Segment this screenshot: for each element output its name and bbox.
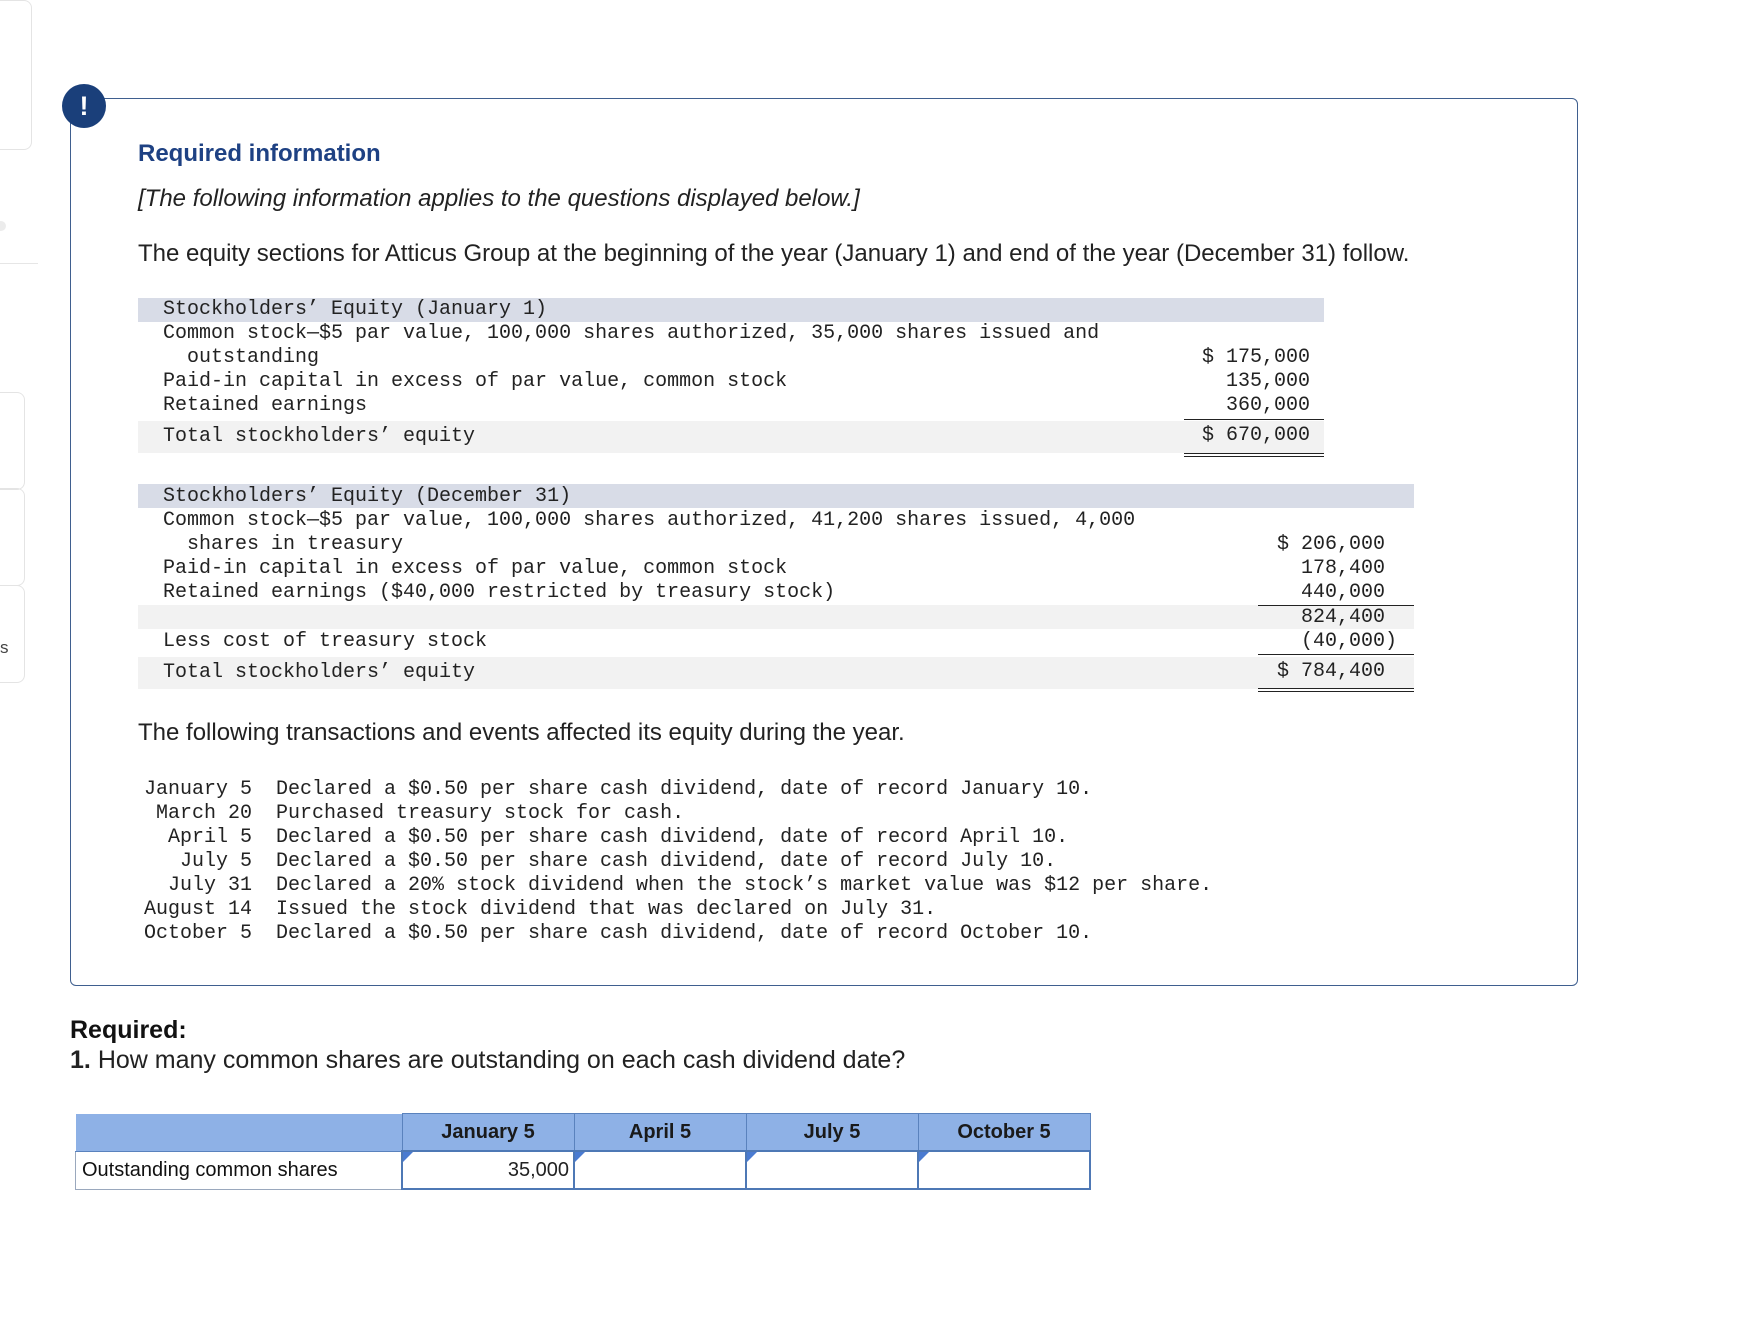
- input-january-5[interactable]: [402, 1151, 574, 1189]
- side-panel-edge-top: [0, 0, 32, 150]
- row-label: Paid-in capital in excess of par value, common stock: [163, 370, 788, 393]
- row-value: 135,000: [1225, 370, 1310, 393]
- table-heading: Stockholders’ Equity (December 31): [163, 485, 572, 508]
- total-double-rule: [1258, 688, 1414, 692]
- transaction-date: April 5: [167, 826, 252, 849]
- side-panel-edge-3: [0, 585, 25, 683]
- row-value: 360,000: [1225, 394, 1310, 417]
- input-april-5[interactable]: [574, 1151, 746, 1189]
- side-divider: [0, 263, 38, 264]
- intro-text: The equity sections for Atticus Group at the beginning of the year (January 1) and end of the year (December 31) follow.: [138, 240, 1410, 267]
- corner-header: [76, 1114, 403, 1152]
- transaction-text: Declared a $0.50 per share cash dividend, date of record January 10.: [276, 778, 1093, 801]
- transaction-text: Purchased treasury stock for cash.: [276, 802, 685, 825]
- row-band: [138, 605, 1414, 629]
- row-label: Paid-in capital in excess of par value, common stock: [163, 557, 788, 580]
- question-text: How many common shares are outstanding on each cash dividend date?: [97, 1046, 906, 1074]
- transaction-text: Declared a $0.50 per share cash dividend, date of record July 10.: [276, 850, 1057, 873]
- row-value: 440,000: [1300, 581, 1385, 604]
- flag-marker-icon: [575, 1152, 585, 1162]
- input-value: 35,000: [507, 1158, 569, 1181]
- input-july-5[interactable]: [746, 1151, 918, 1189]
- row-label: Common stock—$5 par value, 100,000 shares authorized, 41,200 shares issued, 4,000: [163, 509, 1136, 532]
- transaction-date: August 14: [143, 898, 252, 921]
- column-header-january-5: January 5: [402, 1114, 574, 1152]
- side-panel-edge-1: [0, 392, 25, 490]
- side-dot: [0, 221, 6, 231]
- column-header-july-5: July 5: [746, 1114, 918, 1152]
- column-header-april-5: April 5: [574, 1114, 746, 1152]
- alert-icon: !: [62, 84, 106, 128]
- subtotal-value: 824,400: [1300, 606, 1385, 629]
- transaction-date: March 20: [155, 802, 252, 825]
- flag-marker-icon: [919, 1152, 929, 1162]
- input-october-5[interactable]: [918, 1151, 1090, 1189]
- transaction-date: January 5: [143, 778, 252, 801]
- row-label: Retained earnings ($40,000 restricted by treasury stock): [163, 581, 836, 604]
- table-heading: Stockholders’ Equity (January 1): [163, 298, 548, 321]
- transaction-date: July 31: [167, 874, 252, 897]
- subtotal-rule: [1258, 654, 1414, 655]
- row-label-outstanding-shares: Outstanding common shares: [76, 1151, 403, 1189]
- side-letter: s: [0, 638, 9, 657]
- row-value: $ 175,000: [1201, 346, 1310, 369]
- row-value: (40,000): [1300, 630, 1397, 653]
- transaction-date: October 5: [143, 922, 252, 945]
- row-label-cont: shares in treasury: [187, 533, 404, 556]
- transaction-text: Declared a 20% stock dividend when the stock’s market value was $12 per share.: [276, 874, 1213, 897]
- required-info-title: Required information: [138, 140, 381, 167]
- transaction-date: July 5: [179, 850, 252, 873]
- row-value: 178,400: [1300, 557, 1385, 580]
- row-value: $ 206,000: [1276, 533, 1385, 556]
- flag-marker-icon: [747, 1152, 757, 1162]
- side-panel-edge-2: [0, 488, 25, 586]
- total-value: $ 784,400: [1276, 660, 1385, 683]
- column-header-october-5: October 5: [918, 1114, 1090, 1152]
- transaction-text: Declared a $0.50 per share cash dividend, date of record April 10.: [276, 826, 1069, 849]
- row-label: Common stock—$5 par value, 100,000 shares authorized, 35,000 shares issued and: [163, 322, 1100, 345]
- total-value: $ 670,000: [1201, 424, 1310, 447]
- transaction-text: Declared a $0.50 per share cash dividend, date of record October 10.: [276, 922, 1093, 945]
- total-double-rule: [1184, 453, 1324, 457]
- transactions-intro: The following transactions and events affected its equity during the year.: [138, 719, 905, 746]
- question-1: [70, 1046, 905, 1075]
- subtotal-rule: [1184, 419, 1324, 420]
- row-label-cont: outstanding: [187, 346, 320, 369]
- question-number: 1.: [70, 1046, 91, 1074]
- transaction-text: Issued the stock dividend that was declared on July 31.: [276, 898, 937, 921]
- flag-marker-icon: [403, 1152, 413, 1162]
- total-label: Total stockholders’ equity: [163, 425, 476, 448]
- required-heading: Required:: [70, 1016, 187, 1044]
- answer-table: [75, 1113, 1091, 1190]
- total-label: Total stockholders’ equity: [163, 661, 476, 684]
- row-label: Less cost of treasury stock: [163, 630, 488, 653]
- row-label: Retained earnings: [163, 394, 368, 417]
- info-note: [The following information applies to the questions displayed below.]: [138, 185, 860, 212]
